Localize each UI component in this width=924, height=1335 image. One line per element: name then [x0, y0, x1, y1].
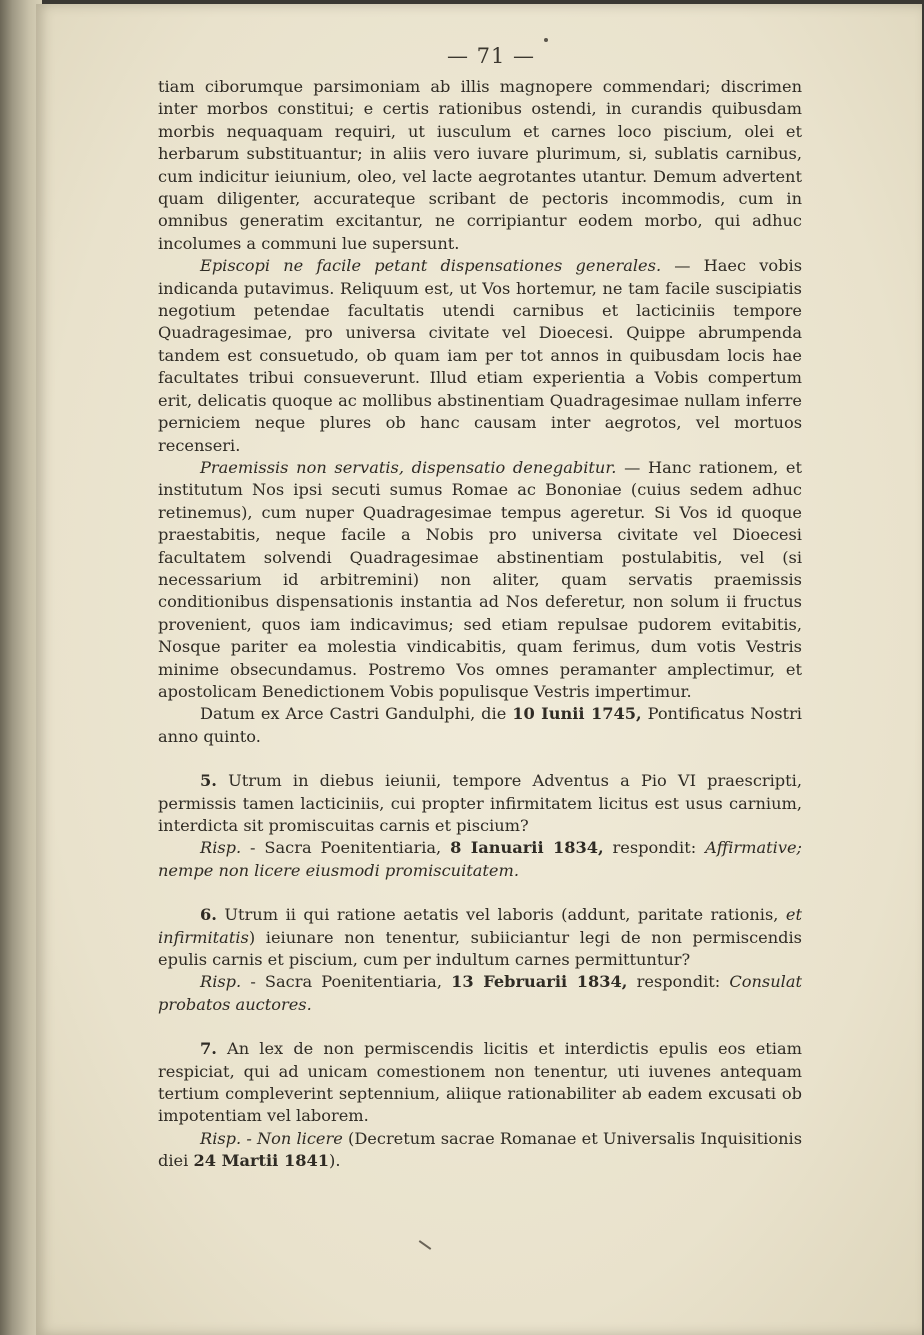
answer-6-date: 13 Februarii 1834,: [451, 972, 628, 992]
question-7-text: An lex de non permiscendis licitis et interdictis epulis eos etiam respiciat, qui ad unicam comestionem non tenentur, uti iuvenes antequam tertium compleverint septennium, aliique rationabiliter ab eadem excusati ob impotentiam vel laborem.: [158, 1039, 802, 1126]
answer-6-risp: Risp.: [200, 972, 242, 992]
ink-dot: [544, 38, 548, 42]
datum-pre: Datum ex Arce Castri Gandulphi, die: [200, 704, 513, 724]
question-7: [158, 1038, 802, 1128]
answer-7-risp: Risp.: [200, 1128, 242, 1148]
paragraph-2-text: — Haec vobis indicanda putavimus. Reliquum est, ut Vos hortemur, ne tam facile suscipiatis negotium petendae facultatis utendi carnibus et lacticiniis tempore Quadragesimae, pro universa civitate vel Dioecesi. Quippe abrumpenda tandem est consuetudo, ob quam iam per tot annos in quibusdam locis hae facultates tribui consueverunt. Illud etiam experientia a Vobis compertum erit, delicatis quoque ac mollibus abstinentiam Quadragesimae nullam inferre perniciem neque plures ob hanc causam inter aegrotos, vel mortuos recenseri.: [158, 256, 802, 455]
question-5-number: 5.: [200, 771, 217, 791]
page: [36, 4, 922, 1335]
datum-post: Pontificatus Nostri anno quinto.: [158, 704, 802, 746]
question-6-number: 6.: [200, 905, 217, 925]
paragraph-3-heading: Praemissis non servatis, dispensatio denegabitur.: [200, 457, 617, 477]
answer-5-mid: respondit:: [603, 838, 706, 858]
question-7-number: 7.: [200, 1039, 217, 1059]
question-6-post: ) ieiunare non tenentur, subiiciantur legi de non permiscendis epulis carnis et piscium, cum per indultum carnes permittuntur?: [158, 927, 802, 970]
page-number: — 71 —: [446, 44, 536, 68]
question-6-italic: et infirmitatis: [158, 905, 802, 947]
answer-7-date: 24 Martii 1841: [193, 1151, 330, 1171]
answer-7-italic: - Non licere: [241, 1128, 343, 1148]
question-5-text: Utrum in diebus ieiunii, tempore Adventus a Pio VI praescripti, permissis tamen lacticiniis, cui propter infirmitatem licitus est usus carnium, interdicta sit promiscuitas carnis et piscium?: [158, 771, 802, 835]
question-6-pre: Utrum ii qui ratione aetatis vel laboris (addunt, paritate rationis,: [216, 905, 786, 925]
answer-6: [158, 971, 802, 1016]
answer-6-pre: - Sacra Poenitentiaria,: [241, 972, 452, 992]
answer-5: [158, 837, 802, 882]
answer-6-text: Consulat probatos auctores.: [158, 972, 802, 1014]
answer-7-post: ).: [329, 1151, 341, 1171]
stray-mark: [419, 1240, 432, 1250]
answer-7: [158, 1128, 802, 1173]
paragraph-2-heading: Episcopi ne facile petant dispensationes generales.: [200, 256, 662, 276]
answer-7-pre: (Decretum sacrae Romanae et Universalis Inquisitionis diei: [158, 1128, 802, 1171]
question-5: [158, 770, 802, 837]
paragraph-1: tiam ciborumque parsimoniam ab illis magnopere commendari; discrimen inter morbos constitui; e certis rationibus ostendi, in curandis quibusdam morbis nequaquam requiri, ut iusculum et carnes loco piscium, olei et herbarum substituantur; in aliis vero iuvare plurimum, si, sublatis carnibus, cum indicitur ieiunium, oleo, vel lacte aegrotantes utantur. Demum advertent quam diligenter, accurateque scribant de pectoris incommodis, cum in omnibus generatim excitantur, ne corripiantur eodem morbo, qui adhuc incolumes a communi lue supersunt.: [158, 77, 802, 253]
answer-6-mid: respondit:: [627, 972, 730, 992]
body-text: [158, 76, 802, 1173]
question-6: [158, 904, 802, 971]
datum-line: [158, 703, 802, 748]
answer-5-text: Affirmative; nempe non licere eiusmodi promiscuitatem.: [158, 838, 802, 880]
paragraph-3: [158, 457, 802, 703]
answer-5-date: 8 Ianuarii 1834,: [450, 838, 604, 858]
paragraph-3-text: — Hanc rationem, et institutum Nos ipsi secuti sumus Romae ac Bononiae (cuius sedem adhuc retinemus), cum nuper Quadragesimae tempus ageretur. Si Vos id quoque praestabitis, neque facile a Nobis pro universa civitate vel Dioecesi facultatem solvendi Quadragesimae abstinentiam postulabitis, vel (si necessarium id arbitremini) non aliter, quam servatis praemissis conditionibus dispensationis instantia ad Nos deferetur, non solum ii fructus provenient, quos iam indicavimus; sed etiam repulsae pudorem evitabitis, Nosque pariter ea molestia vindicabitis, quam ferimus, dum votis Vestris minime obsecundamus. Postremo Vos omnes peramanter amplectimur, et apostolicam Benedictionem Vobis populisque Vestris impertimur.: [158, 457, 803, 701]
answer-5-risp: Risp.: [200, 838, 242, 858]
datum-date: 10 Iunii 1745,: [512, 704, 642, 724]
answer-5-pre: - Sacra Poenitentiaria,: [241, 838, 451, 858]
paragraph-2: [158, 255, 802, 457]
